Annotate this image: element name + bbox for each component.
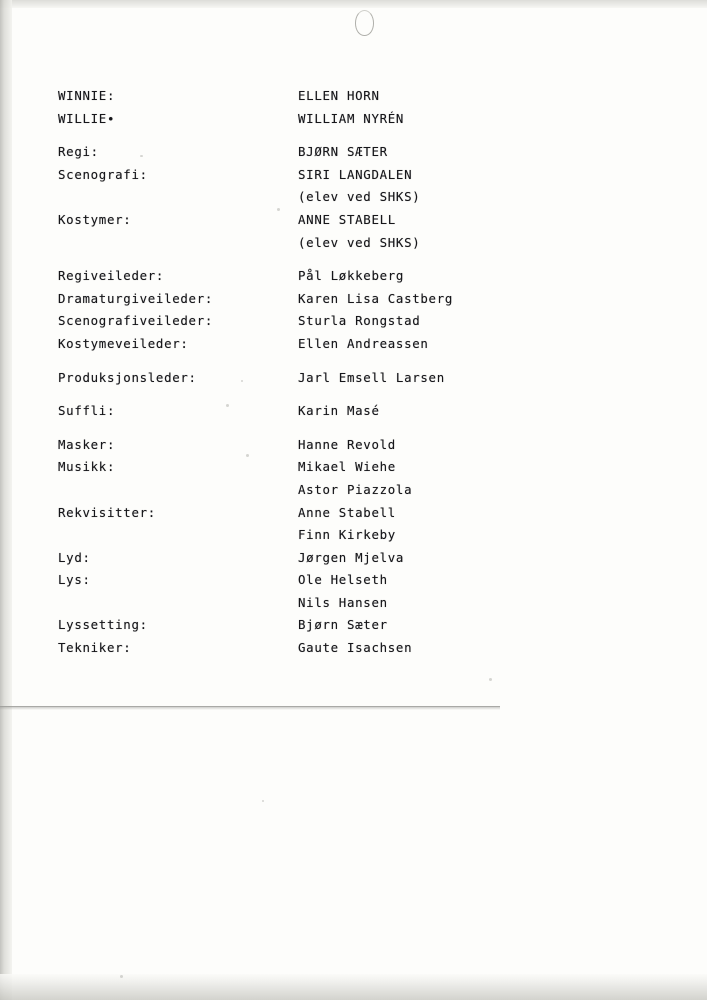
paper-fold-shadow xyxy=(0,707,500,710)
credit-row xyxy=(58,268,658,291)
credit-row xyxy=(58,235,658,258)
credit-label: Scenografiveileder: xyxy=(58,313,214,329)
credit-row xyxy=(58,572,658,595)
scan-speck xyxy=(262,800,264,802)
row-spacer xyxy=(58,257,658,268)
credit-row xyxy=(58,403,658,426)
credit-value: Sturla Rongstad xyxy=(298,313,421,329)
row-spacer xyxy=(58,359,658,370)
credit-value: ELLEN HORN xyxy=(298,88,380,103)
credit-value: Ole Helseth xyxy=(298,572,388,588)
credit-value: Jarl Emsell Larsen xyxy=(298,369,445,385)
credit-row xyxy=(58,291,658,314)
credit-value: Karin Masé xyxy=(298,403,380,419)
credit-value: Astor Piazzola xyxy=(298,481,413,497)
credit-row xyxy=(58,527,658,550)
credit-value: (elev ved SHKS) xyxy=(298,189,421,205)
credit-label: Tekniker: xyxy=(58,640,132,656)
credit-row xyxy=(58,189,658,212)
credit-label: Produksjonsleder: xyxy=(58,369,197,385)
credit-row xyxy=(58,111,658,134)
credit-label: Rekvisitter: xyxy=(58,504,156,520)
credit-value: Nils Hansen xyxy=(298,594,388,610)
credit-label: Scenografi: xyxy=(58,166,148,182)
credit-label: Suffli: xyxy=(58,403,116,419)
scan-edge-top xyxy=(0,0,707,8)
credit-label: Lyd: xyxy=(58,549,91,565)
credit-row xyxy=(58,313,658,336)
credit-row xyxy=(58,437,658,460)
credit-label: Masker: xyxy=(58,436,116,452)
credit-row xyxy=(58,459,658,482)
credit-value: Jørgen Mjelva xyxy=(298,549,405,565)
row-spacer xyxy=(58,392,658,403)
credit-label: Lyssetting: xyxy=(58,617,148,633)
credits-list xyxy=(58,88,658,663)
credit-value: WILLIAM NYRÉN xyxy=(298,110,405,126)
credit-row xyxy=(58,144,658,167)
credit-label: Dramaturgiveileder: xyxy=(58,290,214,306)
credit-row xyxy=(58,88,658,111)
credit-label: WINNIE: xyxy=(58,88,116,103)
credit-value: Bjørn Sæter xyxy=(298,617,388,633)
credit-value: (elev ved SHKS) xyxy=(298,234,421,250)
credit-row xyxy=(58,336,658,359)
credit-row xyxy=(58,617,658,640)
credit-value: Mikael Wiehe xyxy=(298,459,396,475)
credit-row xyxy=(58,482,658,505)
scan-edge-left xyxy=(0,0,12,1000)
credit-row xyxy=(58,167,658,190)
credit-value: ANNE STABELL xyxy=(298,211,396,227)
credit-value: Finn Kirkeby xyxy=(298,527,396,543)
credit-label: Musikk: xyxy=(58,459,116,475)
credit-label: WILLIE∙ xyxy=(58,110,116,126)
credit-value: Karen Lisa Castberg xyxy=(298,290,454,306)
punch-hole-mark xyxy=(355,10,374,36)
credit-row xyxy=(58,550,658,573)
scan-speck xyxy=(489,678,492,681)
credit-row xyxy=(58,505,658,528)
credit-label: Regiveileder: xyxy=(58,268,165,284)
credit-value: Gaute Isachsen xyxy=(298,640,413,656)
credit-row xyxy=(58,640,658,663)
scan-edge-bottom xyxy=(0,974,707,1000)
credit-label: Kostymer: xyxy=(58,211,132,227)
credit-value: Ellen Andreassen xyxy=(298,335,429,351)
credit-value: SIRI LANGDALEN xyxy=(298,166,413,182)
credit-value: Pål Løkkeberg xyxy=(298,268,405,284)
credit-value: Anne Stabell xyxy=(298,504,396,520)
credit-value: BJØRN SÆTER xyxy=(298,144,388,160)
row-spacer xyxy=(58,426,658,437)
row-spacer xyxy=(58,133,658,144)
credit-label: Kostymeveileder: xyxy=(58,335,189,351)
scan-speck xyxy=(120,975,123,978)
credit-value: Hanne Revold xyxy=(298,436,396,452)
credit-label: Regi: xyxy=(58,144,99,160)
credit-row xyxy=(58,212,658,235)
credit-label: Lys: xyxy=(58,572,91,588)
credit-row xyxy=(58,595,658,618)
credit-row xyxy=(58,370,658,393)
